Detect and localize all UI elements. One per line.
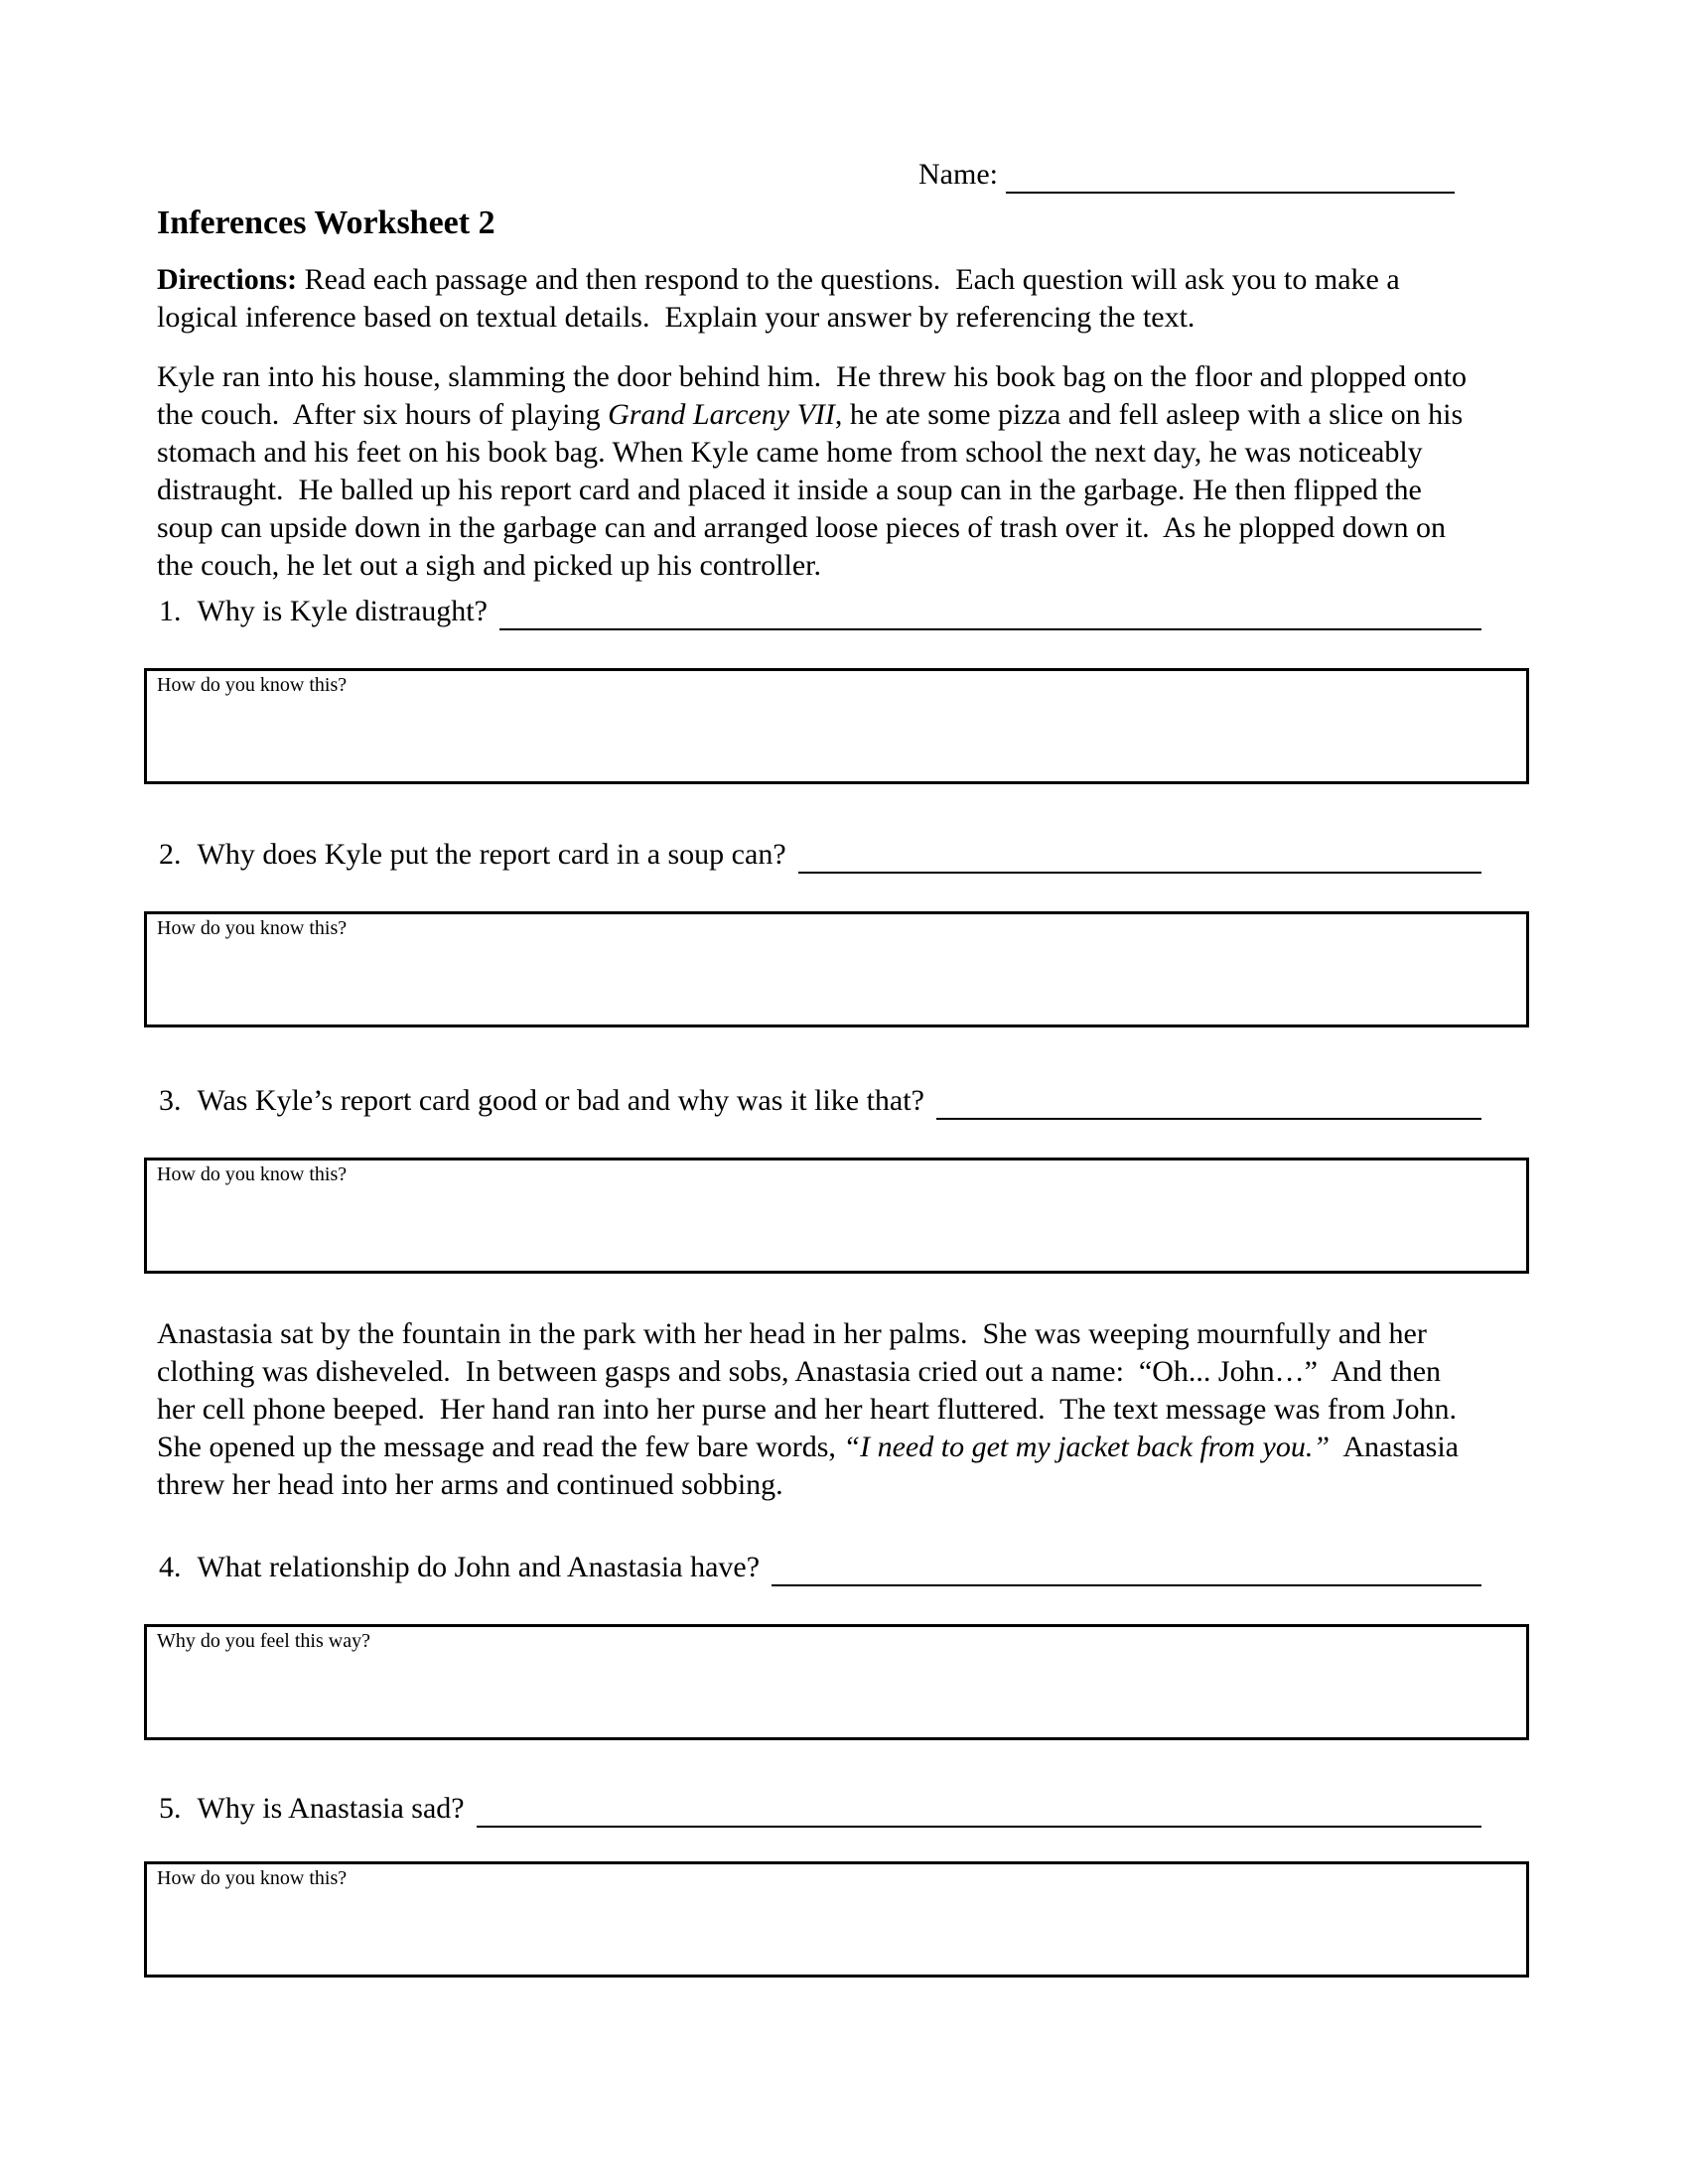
name-answer-line[interactable]	[1006, 187, 1455, 194]
question-2-text: Why does Kyle put the report card in a soup can?	[197, 838, 786, 871]
question-2-answer-box[interactable]	[144, 911, 1529, 1027]
page-title: Inferences Worksheet 2	[157, 205, 495, 241]
question-3-answer-line[interactable]	[936, 1112, 1481, 1120]
passage-anastasia: Anastasia sat by the fountain in the park with her head in her palms. She was weeping mournfully and her clothing was disheveled. In between gasps and sobs, Anastasia cried out a name: “Oh... John…” And then her cell phone beeped. Her hand ran into her purse and her heart fluttered. The text message was from John. She opened up the message and read the few bare words, “I need to get my jacket back from you.” Anastasia threw her head into her arms and continued sobbing.	[157, 1317, 1472, 1501]
question-1-number: 1.	[159, 595, 182, 627]
question-4	[159, 1549, 1529, 1586]
question-1-answer-box[interactable]	[144, 668, 1529, 784]
name-label: Name:	[918, 158, 998, 191]
question-1-box-label: How do you know this?	[157, 674, 348, 696]
question-1	[159, 593, 1529, 630]
question-5-number: 5.	[159, 1792, 182, 1825]
question-5-answer-box[interactable]	[144, 1861, 1529, 1978]
question-5-answer-line[interactable]	[477, 1820, 1481, 1828]
question-2	[159, 836, 1529, 874]
question-4-number: 4.	[159, 1551, 182, 1583]
question-4-box-label: Why do you feel this way?	[157, 1630, 370, 1652]
question-4-answer-box[interactable]	[144, 1624, 1529, 1740]
name-row	[918, 154, 1529, 194]
question-3-box-label: How do you know this?	[157, 1163, 348, 1185]
question-2-box-label: How do you know this?	[157, 917, 348, 939]
question-4-text: What relationship do John and Anastasia have?	[197, 1551, 761, 1583]
question-3-number: 3.	[159, 1084, 182, 1117]
question-2-answer-line[interactable]	[798, 866, 1481, 874]
question-5	[159, 1790, 1529, 1828]
directions-text: Read each passage and then respond to the questions. Each question will ask you to make a logical inference based on textual details. Explain your answer by referencing the text.	[157, 263, 1408, 334]
question-3-answer-box[interactable]	[144, 1158, 1529, 1274]
directions-label: Directions:	[157, 263, 298, 296]
question-1-answer-line[interactable]	[499, 622, 1481, 630]
question-3-text: Was Kyle’s report card good or bad and why was it like that?	[197, 1084, 924, 1117]
question-3	[159, 1082, 1529, 1120]
question-5-text: Why is Anastasia sad?	[197, 1792, 465, 1825]
question-1-text: Why is Kyle distraught?	[197, 595, 488, 627]
directions-paragraph	[157, 261, 1482, 337]
question-2-number: 2.	[159, 838, 182, 871]
question-4-answer-line[interactable]	[772, 1578, 1481, 1586]
question-5-box-label: How do you know this?	[157, 1867, 348, 1889]
passage-kyle: Kyle ran into his house, slamming the door behind him. He threw his book bag on the floor and plopped onto the couch. After six hours of playing Grand Larceny VII, he ate some pizza and fell asleep with a slice on his stomach and his feet on his book bag. When Kyle came home from school the next day, he was noticeably distraught. He balled up his report card and placed it inside a soup can in the garbage. He then flipped the soup can upside down in the garbage can and arranged loose pieces of trash over it. As he plopped down on the couch, he let out a sigh and picked up his controller.	[157, 360, 1475, 582]
